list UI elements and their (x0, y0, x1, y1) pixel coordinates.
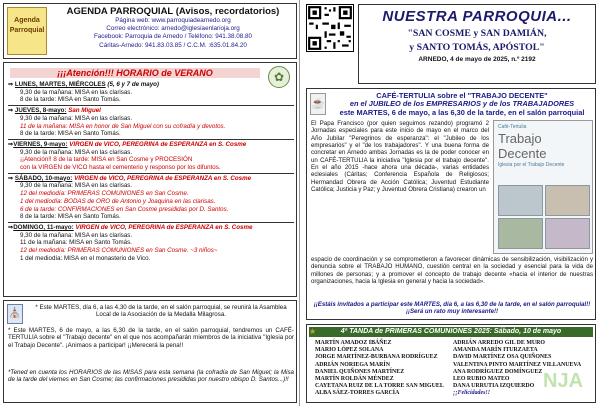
day-block (8, 141, 294, 172)
mass-line: 1 del mediodía: MISA en el monasterio de Vico. (20, 254, 151, 262)
communions-box (306, 324, 596, 403)
communicants-left (315, 340, 453, 398)
notices-box (3, 300, 297, 403)
issue-date: ARNEDO, 4 de mayo de 2025, n.º 2192 (418, 56, 536, 63)
parish-title: NUESTRA PARROQUIA... (382, 8, 572, 25)
communicant-name: VALENTINA PINTO MARTÍNEZ VILLANUEVA (453, 361, 582, 368)
day-block (8, 224, 294, 263)
agenda-caritas: Cáritas-Arnedo: 941.83.03.85 / C.C.M. :635.01.84.20 (99, 41, 247, 49)
communions-title: 4ª TANDA de PRIMERAS COMUNIONES 2025: Sábado, 10 de mayo (309, 327, 593, 337)
cafe-heading-line-3: este MARTES, 6 de mayo, a las 6,30 de la tarde, en el salón parroquial (339, 107, 585, 117)
mass-line: 8 de la tarde: MISA en Santo Tomás. (20, 213, 121, 221)
day-heading: ⇒ JUEVES, 8-mayo: San Miguel (8, 107, 101, 115)
qr-code[interactable] (306, 4, 354, 52)
cafe-tertulia-box (306, 88, 596, 320)
agenda-facebook-phone: Facebook: Parroquia de Arnedo / Teléfono: 941.38.08.80 (93, 33, 253, 41)
communicant-name: MARIO LÓPEZ SOLANA (315, 347, 384, 354)
arrow-icon: ⇒ (8, 223, 14, 231)
mass-line: 12 del mediodía: PRIMERAS COMUNIONES en San Cosme. ~3 niños~ (20, 247, 218, 255)
communicant-name: MARTÍN ROLDÁN MÉNDEZ (315, 376, 394, 383)
day-heading: ⇒ LUNES, MARTES, MIÉRCOLES (5, 6 y 7 de mayo) (8, 81, 159, 88)
right-column (302, 0, 600, 406)
agenda-web[interactable]: Página web: www.parroquiadearnedo.org (115, 17, 231, 24)
summer-schedule-box (3, 62, 297, 297)
poster-photo (498, 218, 543, 249)
poster-subtitle: Iglesia por el Trabajo Decente (498, 162, 565, 168)
mass-line: 9,30 de la mañana: MISA en las clarisas. (20, 148, 133, 156)
arrow-icon: ⇒ (8, 174, 15, 182)
poster-photo (498, 185, 543, 216)
mass-line: 6 de la tarde: CONFIRMACIONES en San Cosme presididas por D. Santos. (20, 205, 229, 213)
mass-line: 11 de la mañana: MISA en honor de San Miguel con su cofradía y devotos. (20, 122, 226, 130)
communicant-name: DANIEL QUIÑONES MARTÍNEZ (315, 368, 405, 375)
mass-line: 8 de la tarde: MISA en Santo Tomás. (20, 130, 121, 138)
cafe-heading (329, 92, 595, 117)
divider (8, 173, 294, 174)
mass-line: 1 del mediodía: BODAS de ORO de Antonio y Joaquina en las clarisas. (20, 197, 216, 205)
star-icon: ★ (309, 327, 317, 336)
communicant-name: AMANDA MARÍN ITURZAETA (453, 347, 538, 354)
mass-line: 9,30 de la mañana: MISA en las clarisas. (20, 182, 133, 190)
divider (8, 222, 294, 223)
congratulations: ¡¡Felicidades!! (453, 390, 490, 397)
poster-label: Café-Tertulia (498, 124, 527, 130)
qr-code-icon (307, 5, 353, 51)
mass-line: 9,30 de la mañana: MISA en las clarisas. (20, 231, 133, 239)
day-block (8, 81, 294, 104)
day-heading: ⇒VIERNES, 9-mayo: VIRGEN de VICO, PEREGRINA de ESPERANZA en S. Cosme (8, 140, 247, 148)
day-heading: ⇒ SÁBADO, 10-mayo: VIRGEN de VICO, PEREGRINA de ESPERANZA en S. Cosme (8, 174, 252, 182)
trabajo-decente-poster (493, 120, 593, 254)
agenda-logo: Agenda Parroquial (7, 7, 47, 55)
cafe-invitation: ¡¡Estáis invitados a participar este MARTES, día 6, a las 6,30 de la tarde, en el salón parroquial!! ¡¡Será un rato muy interesante!! (313, 301, 591, 316)
divider (8, 105, 294, 106)
poster-title-2: Decente (498, 146, 547, 161)
communicant-name: JORGE MARTÍNEZ-BURBANA RODRÍGUEZ (315, 354, 438, 361)
sun-leaf-icon: ✿ (268, 66, 290, 88)
poster-photo (545, 218, 590, 249)
poster-title-1: Trabajo (498, 131, 542, 146)
communicant-name: DAVID MARTÍNEZ OSA QUIÑONES (453, 354, 552, 361)
mass-line: con la VIRGEN de VICO hasta el cementerio y responso por los difuntos. (20, 164, 221, 172)
day-block (8, 107, 294, 138)
communicant-name: LEO RUBIO MATEO (453, 376, 510, 383)
day-block (8, 175, 294, 221)
mass-line: ¡¡Atención!! 8 de la tarde: MISA en San Cosme y PROCESIÓN (20, 156, 193, 164)
divider (8, 139, 294, 140)
notice-horarios: *Tened en cuenta los HORARIOS de las MISAS para esta semana (la cofradía de San Miguel; la Misa de la tarde del viernes en San Cosme; las confirmaciones presididas por nuestro obispo D. Santos...)!! (8, 369, 294, 384)
schedule-title: ¡¡¡Atención!!! HORARIO de VERANO (10, 68, 260, 78)
agenda-email[interactable]: Correo electrónico: arnedo@iglesiaenlarioja.org (106, 25, 240, 33)
agenda-title: AGENDA PARROQUIAL (Avisos, recordatorios) (66, 6, 280, 17)
mass-line: 11 de la mañana: MISA en Santo Tomás. (20, 239, 132, 247)
notice-cafe-tertulia: * Este MARTES, 6 de mayo, a las 6,30 de la tarde, en el salón parroquial, tendremos un CAFÉ-TERTULIA sobre el "Trabajo decente" en el que nos acompañarán miembros de la iniciativa "Iglesia por el Trabajo Decente". ¡Animaos a participar! ¡¡Merecerá la pena!! (8, 327, 294, 349)
arrow-icon: ⇒ (8, 81, 15, 88)
agenda-header-text (50, 6, 296, 50)
schedule-body (8, 81, 294, 262)
communicant-name: ADRIÁN NORIEGA MARÍN (315, 361, 390, 368)
church-icon: ⛪ (7, 304, 23, 324)
agenda-header (3, 3, 297, 59)
cafe-body: El Papa Francisco (por quien seguimos rezando) programó 2 Jornadas especiales para este inicio de mayo en el marco del Año Jubilar "Peregrinos de esperanza": el "Jubileo de los empresarios" y el "de los trabajadores". Y una buena forma de concretar en Arnedo ambas Jornadas es la de poder conocer en un CAFÉ-TERTULIA la iniciativa "Iglesia por el trabajo decente". En el año 2015 -hace ahora una década-, varias entidades eclesiales (Cáritas; Conferencia Española de Religiosos; Hermandad Obrera de Acción Católica; Juventud Estudiante Católica; Justicia y Paz; y Juventud Obrera Cristiana) crearon un (311, 120, 489, 194)
notice-medalla: * Este MARTES, día 6, a las 4,30 de la tarde, en el salón parroquial, se reunirá la Asamblea Local de la Asociación de la Medalla Milagrosa. (35, 304, 287, 319)
watermark-logo: NJA (543, 370, 584, 392)
poster-photos (498, 185, 590, 249)
mass-line: 12 del mediodía: PRIMERAS COMUNIONES en San Cosme. (20, 190, 189, 198)
mass-line: 9,30 de la mañana: MISA en las clarisas. (20, 114, 133, 122)
parish-header (358, 4, 596, 84)
communicant-name: MARTÍN AMADOZ IBÁÑEZ (315, 340, 392, 346)
parish-subtitle-2: y SANTO TOMÁS, APÓSTOL" (409, 42, 545, 53)
communicant-name: DANA URRUTIA IZQUIERDO (453, 383, 535, 390)
parish-subtitle-1: "SAN COSME y SAN DAMIÁN, (407, 28, 547, 39)
cafe-heading-line-1: CAFÉ-TERTULIA sobre el "TRABAJO DECENTE" (376, 91, 548, 100)
poster-photo (545, 185, 590, 216)
mass-line: 9,30 de la mañana: MISA en las clarisas. (20, 88, 133, 96)
communicant-name: ADRIÁN ARREDO GIL DE MURO (453, 340, 545, 346)
mass-line: 8 de la tarde: MISA en Santo Tomás. (20, 96, 121, 104)
communicant-name: CAYETANA RUIZ DE LA TORRE SAN MIGUEL (315, 383, 444, 390)
cafe-heading-line-2: en el JUBILEO de los EMPRESARIOS y de los TRABAJADORES (349, 99, 575, 109)
cafe-body-continued: espacio de coordinación y se comprometieron a favorecer dinámicas de sensibilización, visibilización y denuncia sobre el TRABAJO HUMANO, cuestión central en la sociedad y esencial para la vida de millones de personas; y a promover el concepto de trabajo decente «hacia el interior de nuestras organizaciones, hacia la Iglesia en general y hacia la sociedad». (311, 256, 593, 286)
day-heading: ⇒DOMINGO, 11-mayo: VIRGEN de VICO, PEREGRINA de ESPERANZA en S. Cosme (8, 223, 253, 231)
communicant-name: ANA RODRÍGUEZ DOMÍNGUEZ (453, 368, 543, 375)
communicant-name: ALBA SÁEZ-TORRES GARCÍA (315, 390, 400, 397)
coffee-cup-icon: ☕ (310, 93, 326, 115)
arrow-icon: ⇒ (8, 107, 15, 115)
arrow-icon: ⇒ (8, 140, 14, 148)
